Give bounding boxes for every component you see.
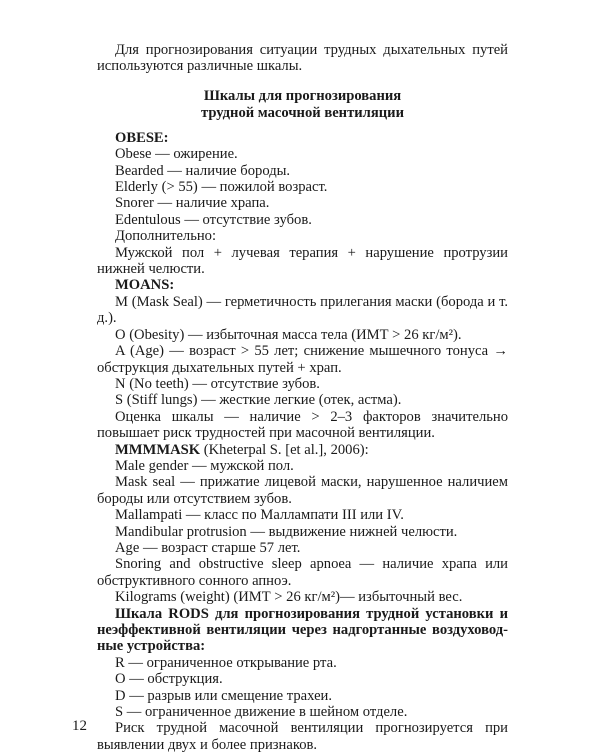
mmmmask-heading xyxy=(97,442,508,458)
mmmmask-item-5: Age — возраст старше 57 лет. xyxy=(115,539,301,556)
rods-conclusion: Риск трудной масочной вентиляции прогнозируется при выявлении двух и более признаков. xyxy=(97,720,508,753)
section-title-line-1: Шкалы для прогнозирования xyxy=(203,87,402,104)
obese-title: OBESE: xyxy=(115,129,169,146)
page-number: 12 xyxy=(72,718,87,734)
obese-item-3: Elderly (> 55) — пожилой возраст. xyxy=(115,179,328,196)
mmmmask-item-6: Snoring and obstructive sleep apnoea — наличие храпа или обструктивного сонного апноэ. xyxy=(97,556,508,589)
moans-item-4: N (No teeth) — отсутствие зубов. xyxy=(115,375,320,392)
obese-item-2: Bearded — наличие бороды. xyxy=(115,162,291,179)
moans-item-6: Оценка шкалы — наличие > 2–3 факторов значительно повышает риск трудностей при масочной вентиляции. xyxy=(97,408,508,442)
intro-paragraph: Для прогнозирования ситуации трудных дыхательных путей используются различные шкалы. xyxy=(97,42,508,75)
moans-item-5: S (Stiff lungs) — жесткие легкие (отек, астма). xyxy=(115,392,402,409)
moans-item-2: O (Obesity) — избыточная масса тела (ИМТ > 26 кг/м²). xyxy=(115,326,462,343)
section-title xyxy=(97,88,508,122)
obese-item-5: Edentulous — отсутствие зубов. xyxy=(115,211,312,228)
obese-additional: Мужской пол + лучевая терапия + нарушение протрузии нижней челюсти. xyxy=(97,244,508,278)
mmmmask-item-3: Mallampati — класс по Маллампати III или IV. xyxy=(115,507,404,524)
mmmmask-title: MMMMASK xyxy=(115,441,201,458)
obese-item-1: Obese — ожирение. xyxy=(115,146,238,163)
rods-item-1: R — ограниченное открывание рта. xyxy=(115,654,337,671)
rods-item-4: S — ограниченное движение в шейном отделе. xyxy=(115,704,408,721)
mmmmask-item-4: Mandibular protrusion — выдвижение нижней челюсти. xyxy=(115,523,458,540)
mmmmask-citation: (Kheterpal S. [et al.], 2006): xyxy=(200,441,369,458)
obese-item-4: Snorer — наличие храпа. xyxy=(115,195,270,212)
moans-title: MOANS: xyxy=(115,277,175,294)
rods-item-2: O — обструкция. xyxy=(115,671,223,688)
section-title-line-2: трудной масочной вентиляции xyxy=(201,104,404,121)
obese-item-6: Дополнительно: xyxy=(115,228,217,245)
moans-item-3: A (Age) — возраст > 55 лет; снижение мышечного тонуса → обструкция дыхательных путей + храп. xyxy=(97,343,508,376)
moans-item-1: M (Mask Seal) — герметичность прилегания маски (борода и т. д.). xyxy=(97,293,508,327)
rods-item-3: D — разрыв или смещение трахеи. xyxy=(115,687,333,704)
rods-title: Шкала RODS для прогнозирования трудной установки и неэффективной вентиляции через надгортанные воздуховодные устройства: xyxy=(97,605,508,655)
mmmmask-item-2: Mask seal — прижатие лицевой маски, нарушенное наличием бороды или отсутствием зубов. xyxy=(97,474,508,507)
mmmmask-item-7: Kilograms (weight) (ИМТ > 26 кг/м²)— избыточный вес. xyxy=(115,589,463,606)
mmmmask-item-1: Male gender — мужской пол. xyxy=(115,457,294,474)
